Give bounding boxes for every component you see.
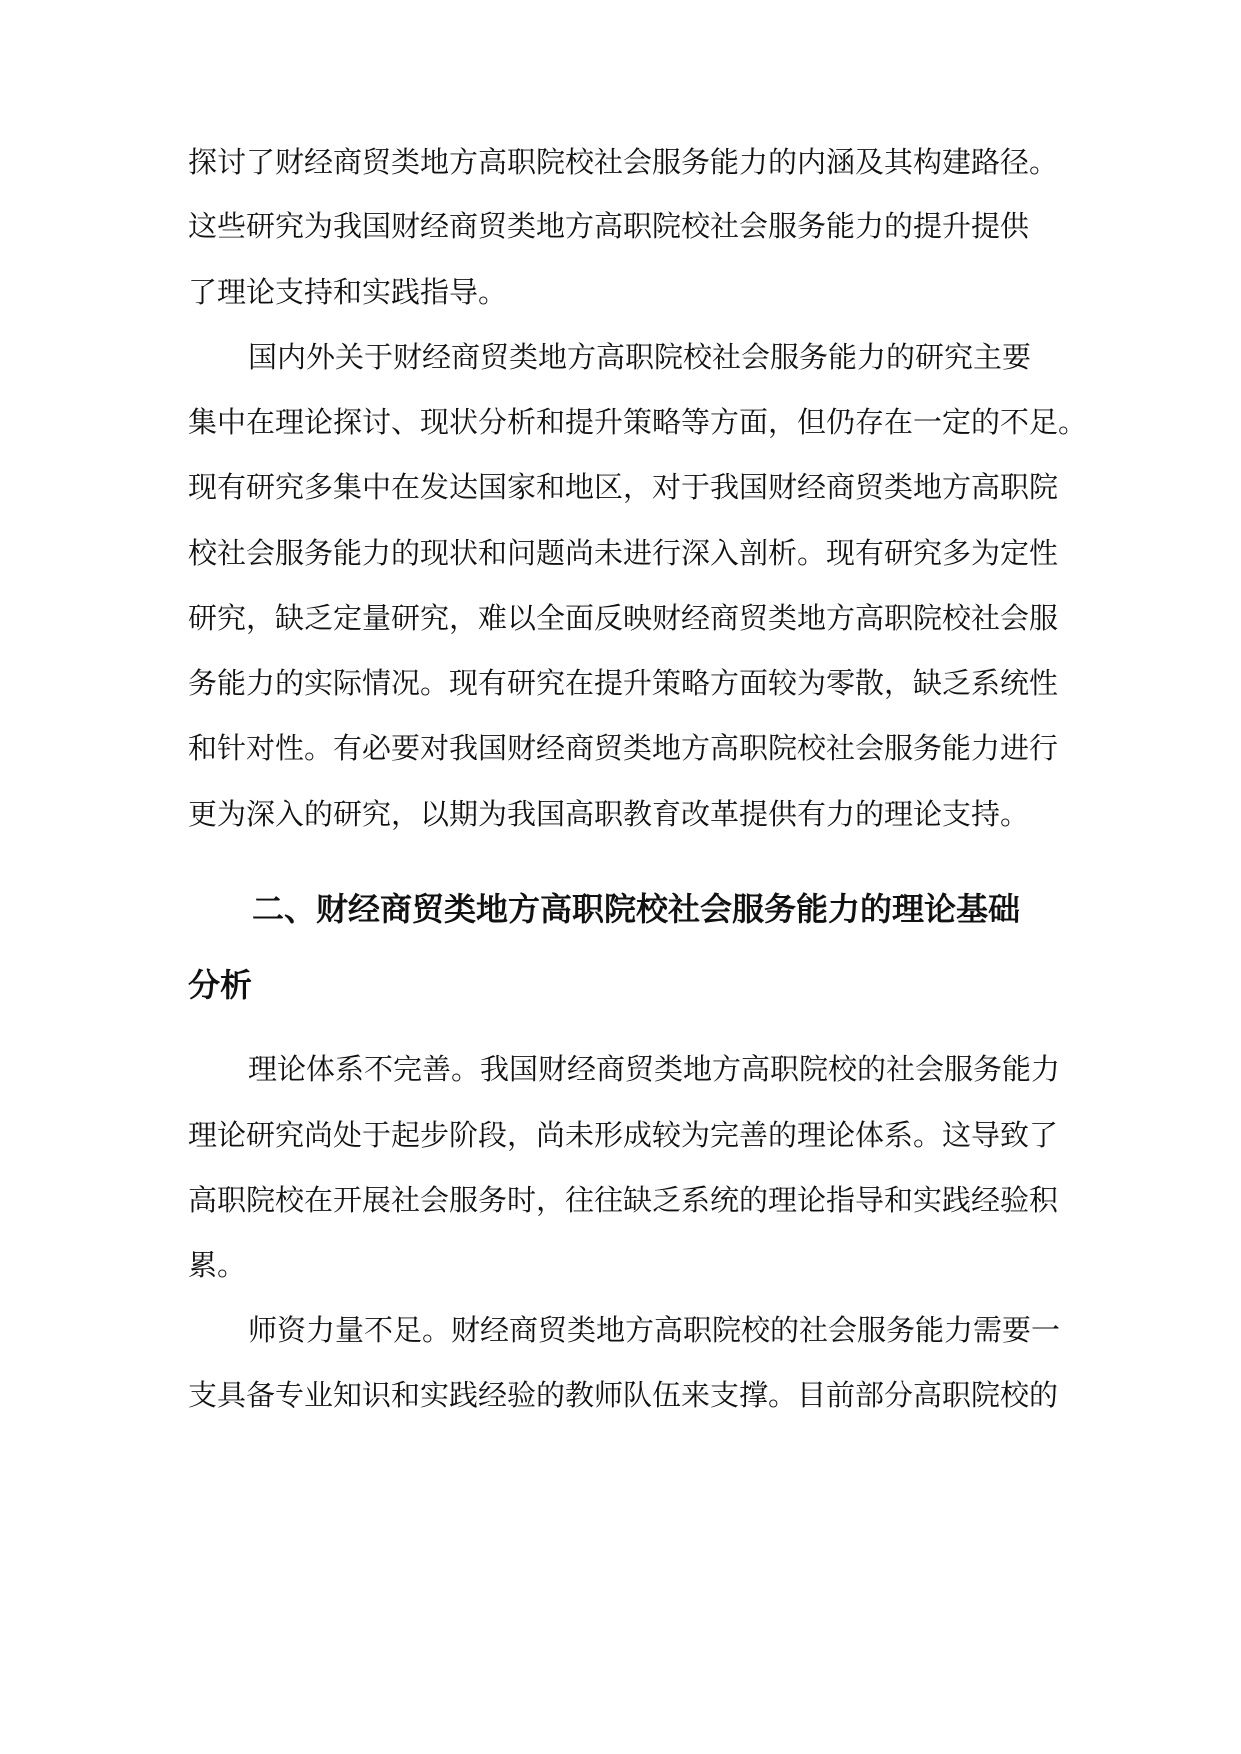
text-line: 研究，缺乏定量研究，难以全面反映财经商贸类地方高职院校社会服 (188, 601, 1059, 635)
section-heading: 二、财经商贸类地方高职院校社会服务能力的理论基础 (252, 890, 1021, 928)
text-line: 高职院校在开展社会服务时，往往缺乏系统的理论指导和实践经验积 (188, 1183, 1059, 1217)
text-line: 校社会服务能力的现状和问题尚未进行深入剖析。现有研究多为定性 (188, 536, 1059, 570)
section-heading-continued: 分析 (188, 966, 253, 1004)
text-line: 了理论支持和实践指导。 (188, 275, 508, 309)
text-line: 务能力的实际情况。现有研究在提升策略方面较为零散，缺乏系统性 (188, 666, 1059, 700)
paragraph-start-line: 国内外关于财经商贸类地方高职院校社会服务能力的研究主要 (248, 340, 1032, 374)
paragraph-start-line: 理论体系不完善。我国财经商贸类地方高职院校的社会服务能力 (248, 1052, 1061, 1086)
text-line: 集中在理论探讨、现状分析和提升策略等方面，但仍存在一定的不足。 (188, 405, 1088, 439)
text-line: 支具备专业知识和实践经验的教师队伍来支撑。目前部分高职院校的 (188, 1378, 1059, 1412)
text-line: 累。 (188, 1248, 247, 1282)
paragraph-start-line: 师资力量不足。财经商贸类地方高职院校的社会服务能力需要一 (248, 1313, 1061, 1347)
text-line: 理论研究尚处于起步阶段，尚未形成较为完善的理论体系。这导致了 (188, 1118, 1059, 1152)
text-line: 这些研究为我国财经商贸类地方高职院校社会服务能力的提升提供 (188, 209, 1030, 243)
text-line: 现有研究多集中在发达国家和地区，对于我国财经商贸类地方高职院 (188, 470, 1059, 504)
text-line: 和针对性。有必要对我国财经商贸类地方高职院校社会服务能力进行 (188, 731, 1059, 765)
text-line: 更为深入的研究，以期为我国高职教育改革提供有力的理论支持。 (188, 797, 1030, 831)
text-line: 探讨了财经商贸类地方高职院校社会服务能力的内涵及其构建路径。 (188, 145, 1059, 179)
